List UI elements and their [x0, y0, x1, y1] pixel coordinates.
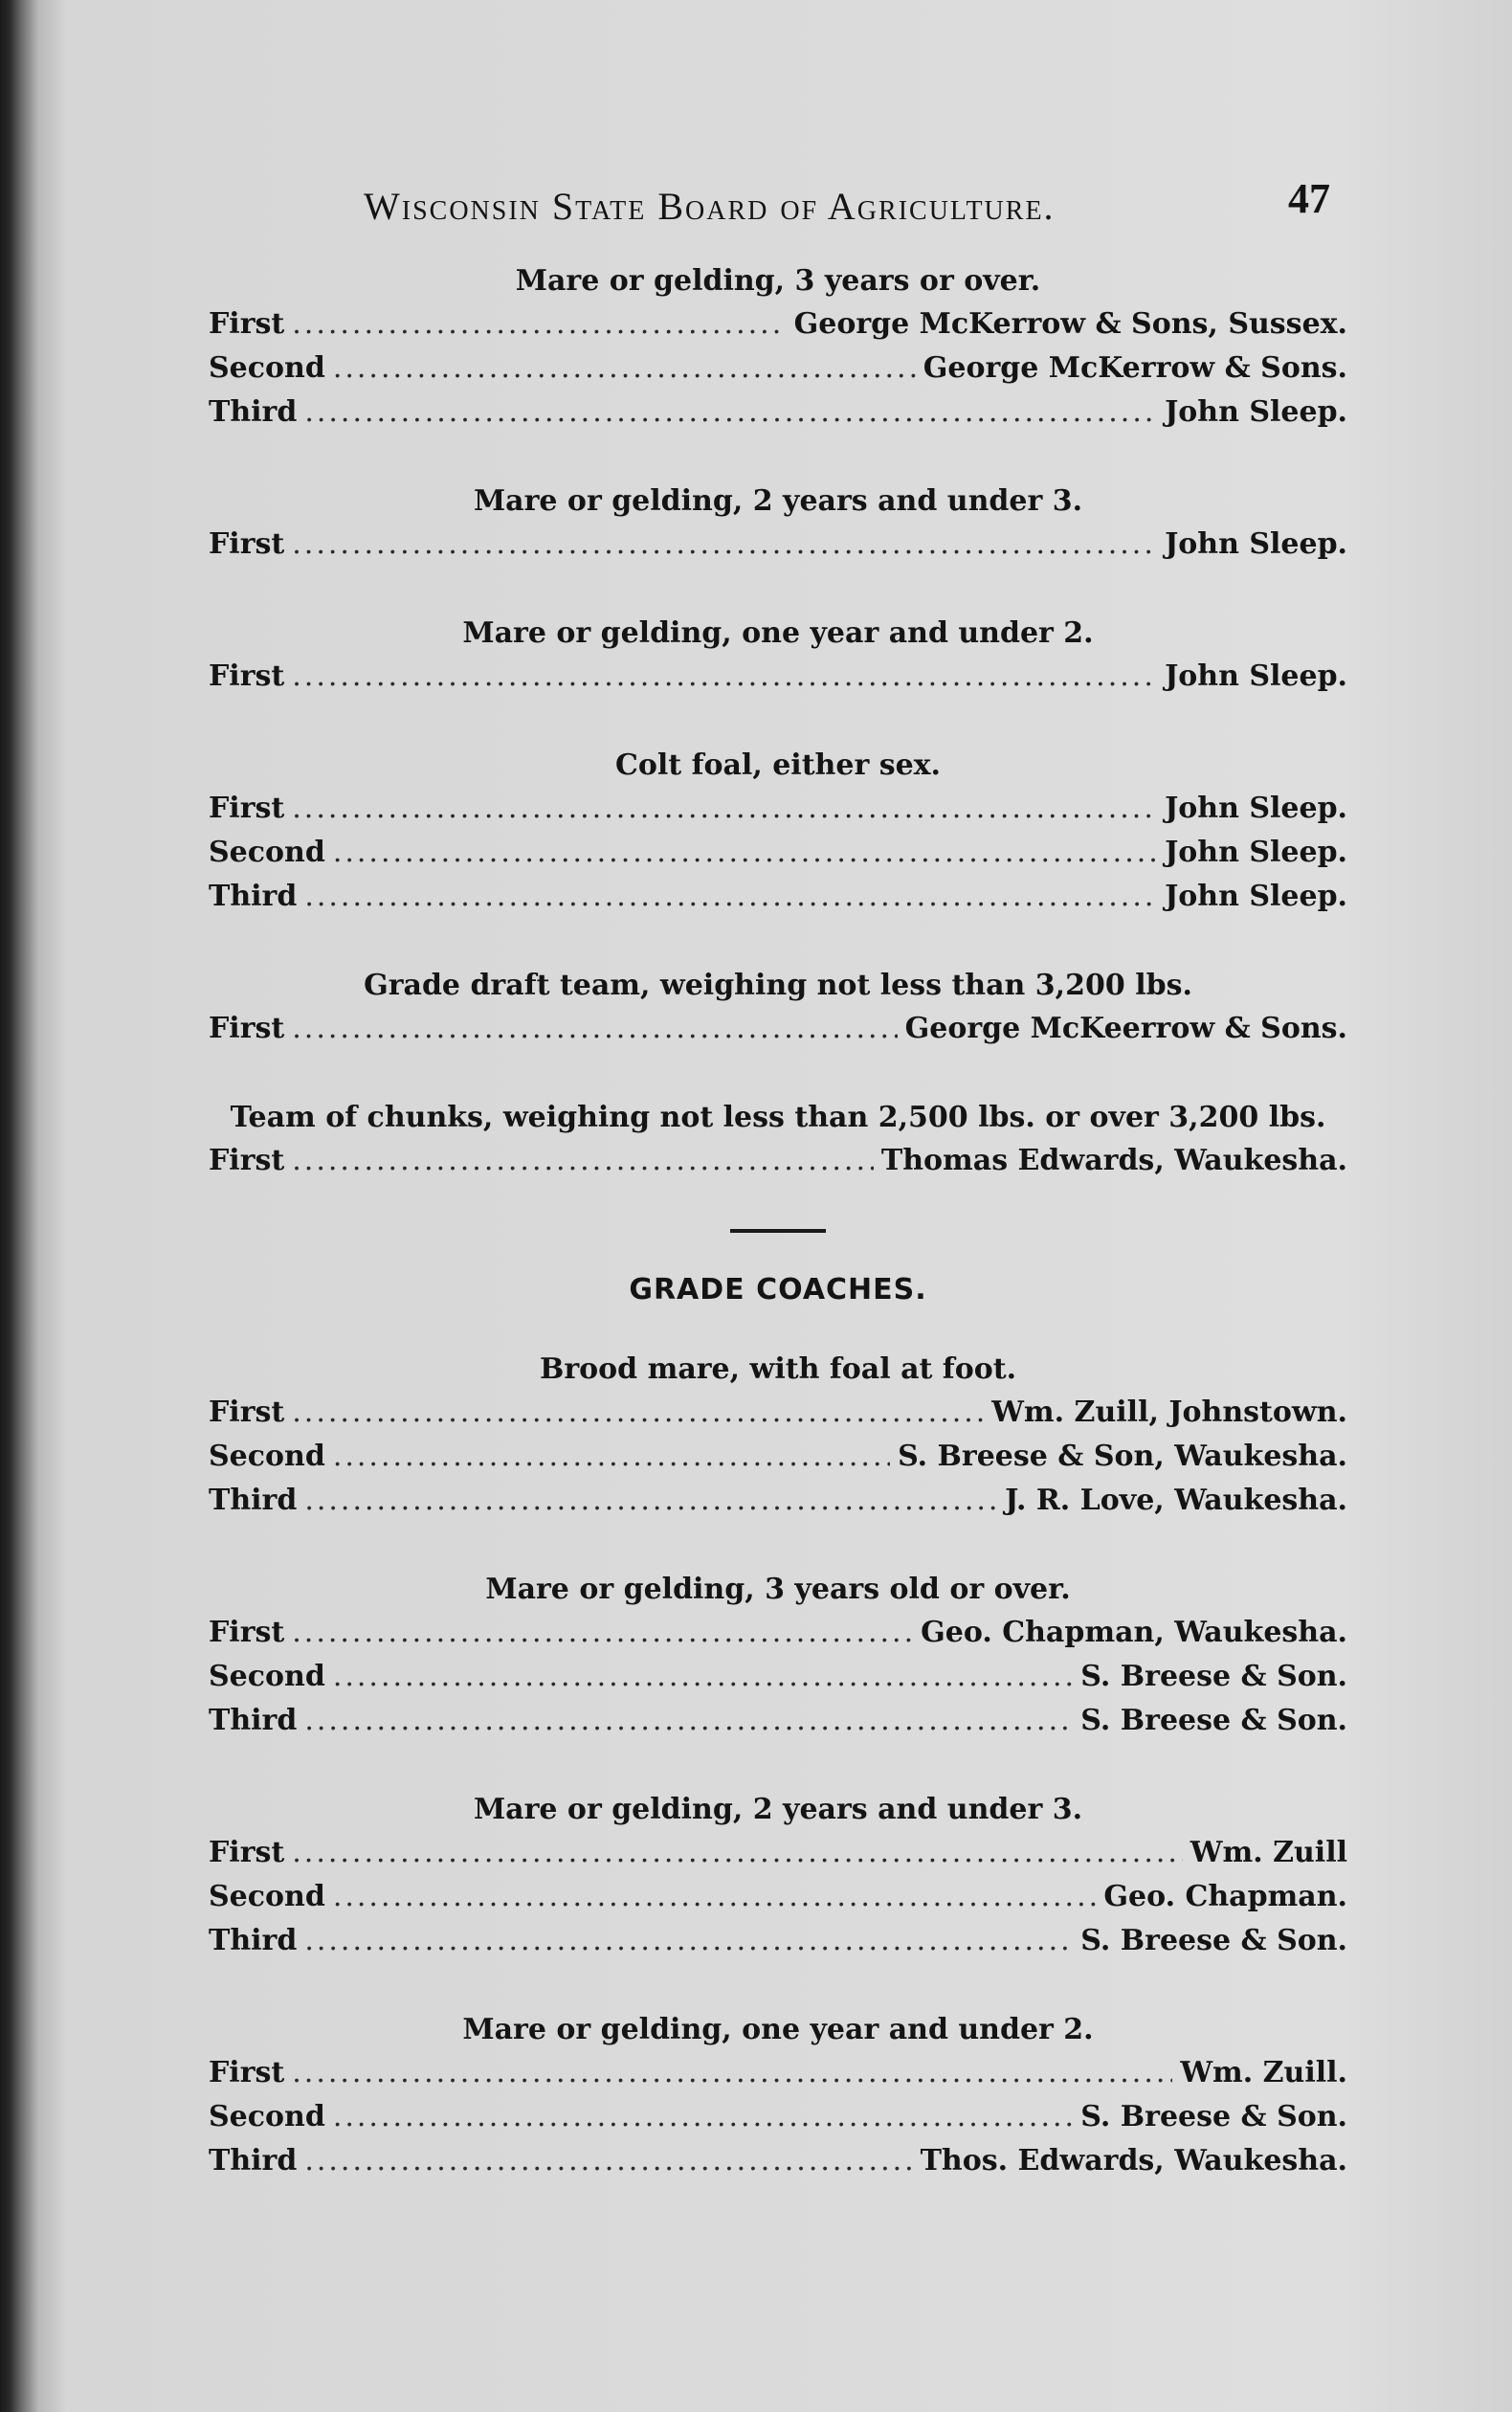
- award-class: [209, 613, 1347, 699]
- class-title: Grade draft team, weighing not less than 3,200 lbs.: [364, 969, 1192, 1002]
- class-title: Mare or gelding, one year and under 2.: [462, 616, 1094, 650]
- dot-leader: [304, 875, 1157, 919]
- page-header: [364, 174, 1330, 232]
- class-title: Colt foal, either sex.: [614, 748, 942, 782]
- dot-leader: [304, 1479, 997, 1523]
- award-winner: J. R. Love, Waukesha.: [1005, 1484, 1347, 1517]
- award-winner: S. Breese & Son, Waukesha.: [898, 1440, 1347, 1473]
- award-place: Third: [209, 2144, 298, 2178]
- award-place: Third: [209, 880, 298, 913]
- award-entry: [209, 1139, 1347, 1183]
- award-winner: Thos. Edwards, Waukesha.: [920, 2144, 1347, 2178]
- draft-classes: [209, 260, 1347, 1183]
- award-place: First: [209, 2056, 285, 2089]
- award-winner: John Sleep.: [1165, 880, 1347, 913]
- award-entry: [209, 1391, 1347, 1435]
- class-title: Team of chunks, weighing not less than 2,500 lbs. or over 3,200 lbs.: [230, 1101, 1326, 1134]
- running-title: Wisconsin State Board of Agriculture.: [364, 185, 1056, 228]
- award-entry: [209, 1699, 1347, 1743]
- award-place: Second: [209, 1880, 325, 1913]
- award-entry: [209, 2051, 1347, 2095]
- award-class: [209, 480, 1347, 567]
- award-entry: [209, 302, 1347, 346]
- award-place: Third: [209, 395, 298, 429]
- dot-leader: [333, 346, 916, 391]
- class-title: Mare or gelding, one year and under 2.: [462, 2013, 1094, 2046]
- dot-leader: [292, 1139, 874, 1183]
- award-winner: George McKerrow & Sons, Sussex.: [793, 307, 1347, 341]
- dot-leader: [292, 523, 1157, 567]
- dot-leader: [333, 831, 1157, 875]
- award-winner: John Sleep.: [1165, 395, 1347, 429]
- dot-leader: [304, 1699, 1073, 1743]
- award-entry: [209, 523, 1347, 567]
- dot-leader: [292, 655, 1157, 699]
- award-entry: [209, 787, 1347, 831]
- award-entry: [209, 1831, 1347, 1875]
- award-place: Second: [209, 1440, 325, 1473]
- award-place: Second: [209, 836, 325, 869]
- award-entry: [209, 655, 1347, 699]
- award-place: Second: [209, 351, 325, 385]
- dot-leader: [292, 1611, 913, 1655]
- award-entry: [209, 2139, 1347, 2183]
- award-place: Third: [209, 1924, 298, 1957]
- award-class: [209, 745, 1347, 919]
- award-place: First: [209, 1836, 285, 1869]
- award-place: Second: [209, 2100, 325, 2133]
- award-entry: [209, 1007, 1347, 1051]
- award-entry: [209, 831, 1347, 875]
- dot-leader: [292, 2051, 1172, 2095]
- award-entry: [209, 346, 1347, 391]
- dot-leader: [292, 787, 1157, 831]
- dot-leader: [333, 1875, 1097, 1919]
- dot-leader: [292, 1007, 897, 1051]
- dot-leader: [292, 1831, 1183, 1875]
- award-entry: [209, 2095, 1347, 2139]
- award-place: First: [209, 1012, 285, 1045]
- dot-leader: [333, 1435, 890, 1479]
- dot-leader: [304, 1919, 1073, 1963]
- award-winner: George McKerrow & Sons.: [923, 351, 1347, 385]
- award-class: [209, 260, 1347, 435]
- award-winner: Geo. Chapman, Waukesha.: [921, 1616, 1347, 1649]
- award-place: First: [209, 527, 285, 561]
- page-number: 47: [1288, 175, 1330, 222]
- award-winner: George McKeerrow & Sons.: [904, 1012, 1347, 1045]
- award-place: First: [209, 307, 285, 341]
- award-winner: Geo. Chapman.: [1103, 1880, 1347, 1913]
- award-winner: Thomas Edwards, Waukesha.: [880, 1144, 1347, 1177]
- award-entry: [209, 1611, 1347, 1655]
- award-winner: John Sleep.: [1165, 792, 1347, 825]
- class-title: Brood mare, with foal at foot.: [539, 1352, 1017, 1386]
- award-winner: Wm. Zuill.: [1180, 2056, 1347, 2089]
- award-winner: S. Breese & Son.: [1080, 1924, 1347, 1957]
- award-entry: [209, 391, 1347, 435]
- class-title: Mare or gelding, 2 years and under 3.: [473, 484, 1083, 518]
- award-entry: [209, 1479, 1347, 1523]
- award-place: First: [209, 792, 285, 825]
- page-content: [209, 260, 1347, 2229]
- award-entry: [209, 1919, 1347, 1963]
- dot-leader: [292, 302, 786, 346]
- dot-leader: [304, 2139, 912, 2183]
- class-title: Mare or gelding, 2 years and under 3.: [473, 1793, 1083, 1826]
- award-winner: John Sleep.: [1165, 659, 1347, 693]
- award-entry: [209, 1655, 1347, 1699]
- dot-leader: [304, 391, 1157, 435]
- award-class: [209, 2009, 1347, 2183]
- class-title: Mare or gelding, 3 years old or over.: [485, 1573, 1071, 1606]
- award-class: [209, 1789, 1347, 1963]
- award-winner: John Sleep.: [1165, 527, 1347, 561]
- award-entry: [209, 1435, 1347, 1479]
- award-place: First: [209, 1144, 285, 1177]
- award-winner: S. Breese & Son.: [1080, 1704, 1347, 1737]
- award-winner: John Sleep.: [1165, 836, 1347, 869]
- section-rule: [730, 1229, 826, 1233]
- award-place: Third: [209, 1484, 298, 1517]
- dot-leader: [292, 1391, 984, 1435]
- class-title: Mare or gelding, 3 years or over.: [515, 264, 1041, 298]
- award-class: [209, 1569, 1347, 1743]
- award-place: Third: [209, 1704, 298, 1737]
- award-class: [209, 1097, 1347, 1183]
- dot-leader: [333, 1655, 1073, 1699]
- award-class: [209, 1349, 1347, 1523]
- award-entry: [209, 1875, 1347, 1919]
- section-heading: GRADE COACHES.: [629, 1273, 927, 1306]
- award-winner: Wm. Zuill: [1190, 1836, 1347, 1869]
- award-place: First: [209, 659, 285, 693]
- award-entry: [209, 875, 1347, 919]
- dot-leader: [333, 2095, 1073, 2139]
- grade-coaches-classes: [209, 1349, 1347, 2183]
- award-place: Second: [209, 1660, 325, 1693]
- award-winner: S. Breese & Son.: [1080, 1660, 1347, 1693]
- award-winner: S. Breese & Son.: [1080, 2100, 1347, 2133]
- award-class: [209, 965, 1347, 1051]
- award-place: First: [209, 1396, 285, 1429]
- award-place: First: [209, 1616, 285, 1649]
- award-winner: Wm. Zuill, Johnstown.: [991, 1396, 1347, 1429]
